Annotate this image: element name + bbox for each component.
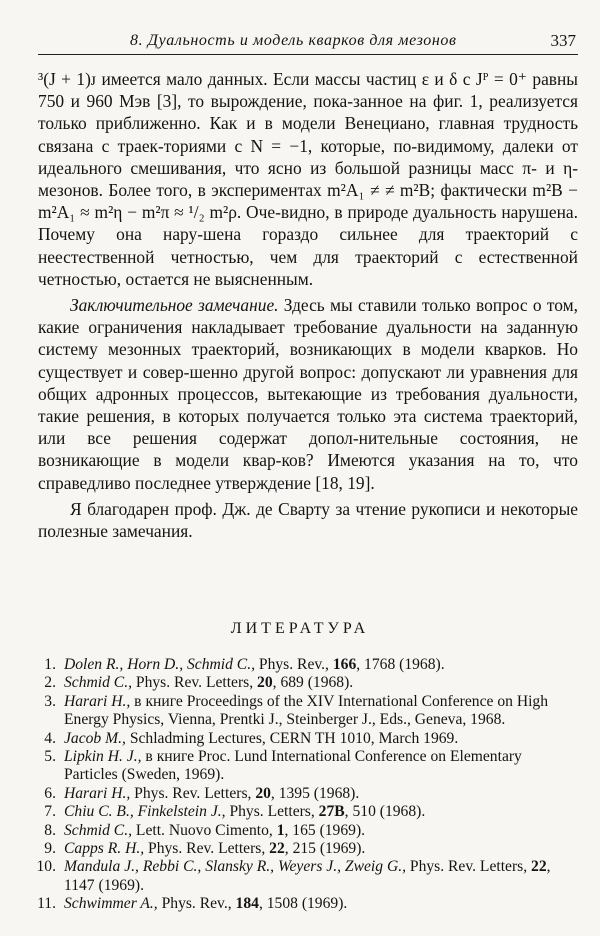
reference-pages-year: , 1147 (1969).: [64, 858, 551, 894]
reference-volume: 166: [332, 656, 357, 673]
references-heading: ЛИТЕРАТУРА: [230, 620, 370, 637]
reference-authors: Capps R. H.,: [64, 840, 145, 858]
reference-source: в книге Proc. Lund International Conference on Elementary Particles (Sweden, 1969).: [64, 748, 522, 784]
reference-volume: 22: [269, 840, 285, 858]
text-line: остается не выясненным.: [125, 268, 314, 289]
reference-volume: 22: [531, 858, 547, 876]
reference-number: 6.: [44, 784, 56, 802]
running-title: 8. Дуальность и модель кварков для мезонов: [130, 32, 457, 49]
reference-number: 11.: [37, 895, 56, 913]
concluding-remark-text: [38, 295, 578, 493]
reference-source: Lett. Nuovo Cimento,: [132, 821, 277, 839]
text-line: шенно другой вопрос: допускают ли уравнения для: [189, 361, 578, 382]
text-line: вопрос о том, какие ограничения накладывает требование: [38, 295, 578, 338]
reference-pages-year: , 1508 (1969).: [258, 895, 348, 913]
reference-authors: Mandula J., Rebbi C., Slansky R., Weyers J., Zweig G.,: [64, 858, 406, 876]
reference-authors: Schwimmer A.,: [64, 895, 158, 913]
reference-item: [26, 730, 578, 748]
text-line: с Jᴾ = 0⁺ равны 750 и 960 Мэв [3], то вырождение, пока-: [38, 69, 578, 112]
page-number: 337: [550, 31, 576, 50]
reference-source: Phys. Rev. Letters,: [132, 674, 258, 692]
text-line: ³(J + 1)ᴊ имеется мало данных. Если массы частиц ε и δ: [38, 69, 458, 89]
reference-number: 9.: [44, 840, 56, 858]
reference-source: Schladming Lectures, CERN TH 1010, March 1969.: [125, 729, 459, 747]
reference-number: 2.: [44, 674, 56, 692]
reference-source: в книге Proceedings of the XIV International Conference on High Energy Physics, Vienna, Prentki J., Steinberger J., Eds., Geneva, 1968.: [64, 692, 549, 729]
reference-source: Phys. Rev. Letters,: [406, 858, 532, 876]
reference-source: Phys. Letters,: [225, 803, 319, 821]
reference-authors: Dolen R., Horn D., Schmid C.,: [64, 656, 256, 673]
reference-number: 7.: [44, 803, 56, 821]
reference-pages-year: , 510 (1968).: [344, 803, 426, 821]
reference-volume: 20: [255, 784, 271, 802]
reference-number: 4.: [44, 729, 56, 747]
reference-pages-year: , 1768 (1968).: [356, 656, 445, 673]
reference-pages-year: , 1395 (1968).: [270, 784, 360, 802]
reference-source: Phys. Rev.,: [255, 656, 333, 673]
text-line: ков? Имеются указания на то, что справедливо последнее: [38, 450, 578, 493]
reference-authors: Schmid C.,: [64, 674, 133, 692]
reference-authors: Harari H.,: [64, 692, 131, 710]
text-line: ≠ m²B; фактически m²B − m²A₁ ≈ m²η − m²π ≈ ¹/₂ m²ρ. Оче-: [38, 180, 578, 223]
reference-pages-year: , 165 (1969).: [284, 821, 366, 839]
reference-authors: Harari H.,: [64, 784, 131, 802]
reference-volume: 184: [235, 895, 259, 913]
reference-source: Phys. Rev. Letters,: [130, 784, 256, 802]
reference-item: [26, 693, 578, 730]
reference-item: [26, 785, 578, 803]
reference-item: [26, 803, 578, 821]
reference-number: 1.: [44, 656, 56, 673]
reference-volume: 20: [257, 674, 273, 692]
paragraph-concluding-remark: [38, 294, 578, 494]
text-line: занное на фиг. 1, реализуется только приближенно. Как: [38, 91, 578, 134]
reference-source: Phys. Rev.,: [157, 895, 236, 913]
reference-item: [26, 656, 578, 674]
reference-source: Phys. Rev. Letters,: [144, 840, 270, 858]
text-line: возникающих в модели кварков. Но существует и совер-: [38, 339, 578, 382]
reference-number: 5.: [44, 748, 56, 766]
reference-item: [26, 840, 578, 858]
reference-item: [26, 858, 578, 895]
reference-pages-year: , 689 (1968).: [272, 674, 354, 692]
text-line: и некоторые полезные замечания.: [38, 498, 578, 542]
text-line: дуальности на заданную систему мезонных траекторий,: [38, 317, 578, 360]
reference-pages-year: , 215 (1969).: [284, 840, 366, 858]
references-list: [26, 656, 578, 914]
text-line: Я благодарен проф. Дж. де Сварту за чтение рукописи: [70, 498, 481, 519]
text-line: общих адронных процессов, вытекающие из требования: [38, 383, 480, 404]
text-line: утверждение [18, 19].: [215, 472, 375, 493]
reference-authors: Lipkin H. J.,: [64, 748, 142, 766]
reference-authors: Schmid C.,: [64, 821, 133, 839]
text-line: масс π- и η-мезонов. Более того, в экспериментах m²A₁ ≠: [38, 157, 578, 201]
paragraph-acknowledgement: [38, 498, 578, 542]
reference-authors: Chiu C. B., Finkelstein J.,: [64, 803, 226, 821]
reference-volume: 1: [276, 821, 285, 839]
concluding-remark-lead: Заключительное замечание.: [70, 295, 279, 316]
reference-volume: 27B: [318, 803, 345, 821]
text-line: четностью, чем для траекторий с естественной четностью,: [38, 246, 578, 289]
page-header: [38, 30, 578, 55]
text-line: видно, в природе дуальность нарушена. Почему она нару-: [38, 202, 578, 245]
text-line: нительные состояния, не возникающие в модели квар-: [38, 428, 578, 471]
reference-item: [26, 822, 578, 840]
paragraph-discussion: [38, 68, 578, 290]
text-line: идеального смешивания, что ясно из большой разницы: [38, 157, 472, 178]
reference-item: [26, 674, 578, 692]
reference-item: [26, 748, 578, 785]
reference-number: 10.: [36, 858, 56, 876]
text-line: дуальности, такие решения, в которых получается только: [38, 383, 578, 427]
reference-item: [26, 895, 578, 913]
reference-number: 8.: [44, 821, 56, 839]
text-line: ториями с N = −1, которые, по-видимому, далеки от: [163, 135, 578, 156]
text-line: эта система траекторий, или все решения содержат допол-: [38, 406, 578, 449]
text-line: шена гораздо сильнее для траекторий с неестественной: [38, 224, 578, 267]
main-text: [38, 68, 578, 542]
reference-authors: Jacob M.,: [64, 729, 126, 747]
reference-number: 3.: [44, 692, 56, 710]
text-line: Здесь мы ставили только: [278, 295, 471, 316]
text-line: и в модели Венециано, главная трудность связана с траек-: [38, 113, 578, 156]
